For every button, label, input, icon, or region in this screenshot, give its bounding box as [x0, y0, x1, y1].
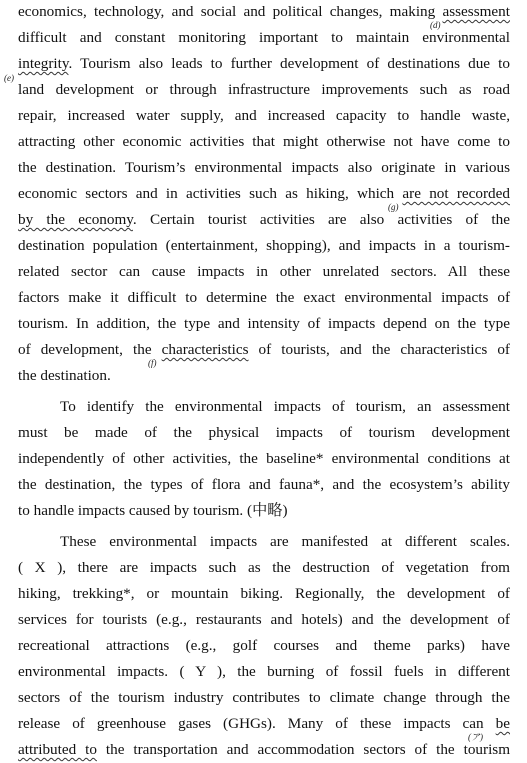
question-marker: (f) — [148, 358, 157, 368]
text-line: the destination, the types of flora and fauna*, and the ecosystem’s ability — [18, 476, 510, 493]
text-line: attributed to the transportation and accommodation sectors of the tourism — [18, 741, 511, 758]
underlined-phrase: attributed to — [18, 741, 97, 758]
text-line: repair, increased water supply, and increased capacity to handle waste, — [18, 107, 510, 124]
underlined-phrase: by the economy — [18, 211, 133, 228]
underlined-phrase: are not recorded — [402, 185, 510, 202]
text-line: tourism. In addition, the type and intensity of impacts depend on the type — [18, 315, 510, 332]
question-marker: (ア) — [468, 732, 483, 742]
text-line: independently of other activities, the baseline* environmental conditions at — [18, 450, 510, 467]
text-line: To identify the environmental impacts of tourism, an assessment — [60, 398, 510, 415]
underlined-phrase: characteristics — [161, 341, 249, 358]
underlined-phrase: be — [495, 715, 510, 732]
text-line: ( X ), there are impacts such as the destruction of vegetation from — [18, 559, 510, 576]
text-line: environmental impacts. ( Y ), the burning of fossil fuels in different — [18, 663, 510, 680]
text-line: by the economy. Certain tourist activities are also activities of the — [18, 211, 510, 228]
text-line: difficult and constant monitoring important to maintain environmental — [18, 29, 510, 46]
text-line: attracting other economic activities that might otherwise not have come to — [18, 133, 510, 150]
underlined-phrase: assessment — [442, 3, 510, 20]
text-line: These environmental impacts are manifested at different scales. — [60, 533, 510, 550]
text-line: to handle impacts caused by tourism. (中略) — [18, 502, 288, 519]
text-line: land development or through infrastructure improvements such as road — [18, 81, 510, 98]
text-line: services for tourists (e.g., restaurants and hotels) and the development of — [18, 611, 510, 628]
text-line: of development, the characteristics of tourists, and the characteristics of — [18, 341, 510, 358]
text-line: destination population (entertainment, shopping), and impacts in a tourism- — [18, 237, 510, 254]
text-line: hiking, trekking*, or mountain biking. Regionally, the development of — [18, 585, 510, 602]
text-line: integrity. Tourism also leads to further development of destinations due to — [18, 55, 510, 72]
text-line: release of greenhouse gases (GHGs). Many of these impacts can be — [18, 715, 510, 732]
text-line: factors make it difficult to determine the exact environmental impacts of — [18, 289, 510, 306]
text-line: economics, technology, and social and political changes, making assessment — [18, 3, 510, 20]
text-line: economic sectors and in activities such as hiking, which are not recorded — [18, 185, 510, 202]
text-line: must be made of the physical impacts of tourism development — [18, 424, 510, 441]
text-line: related sector can cause impacts in other unrelated sectors. All these — [18, 263, 510, 280]
question-marker: (d) — [430, 20, 441, 30]
text-line: the destination. — [18, 367, 111, 384]
question-marker: (g) — [388, 202, 399, 212]
underlined-phrase: integrity — [18, 55, 69, 72]
text-line: the destination. Tourism’s environmental impacts also originate in various — [18, 159, 510, 176]
text-line: sectors of the tourism industry contributes to climate change through the — [18, 689, 510, 706]
text-line: recreational attractions (e.g., golf courses and theme parks) have — [18, 637, 510, 654]
question-marker: (e) — [4, 73, 14, 83]
